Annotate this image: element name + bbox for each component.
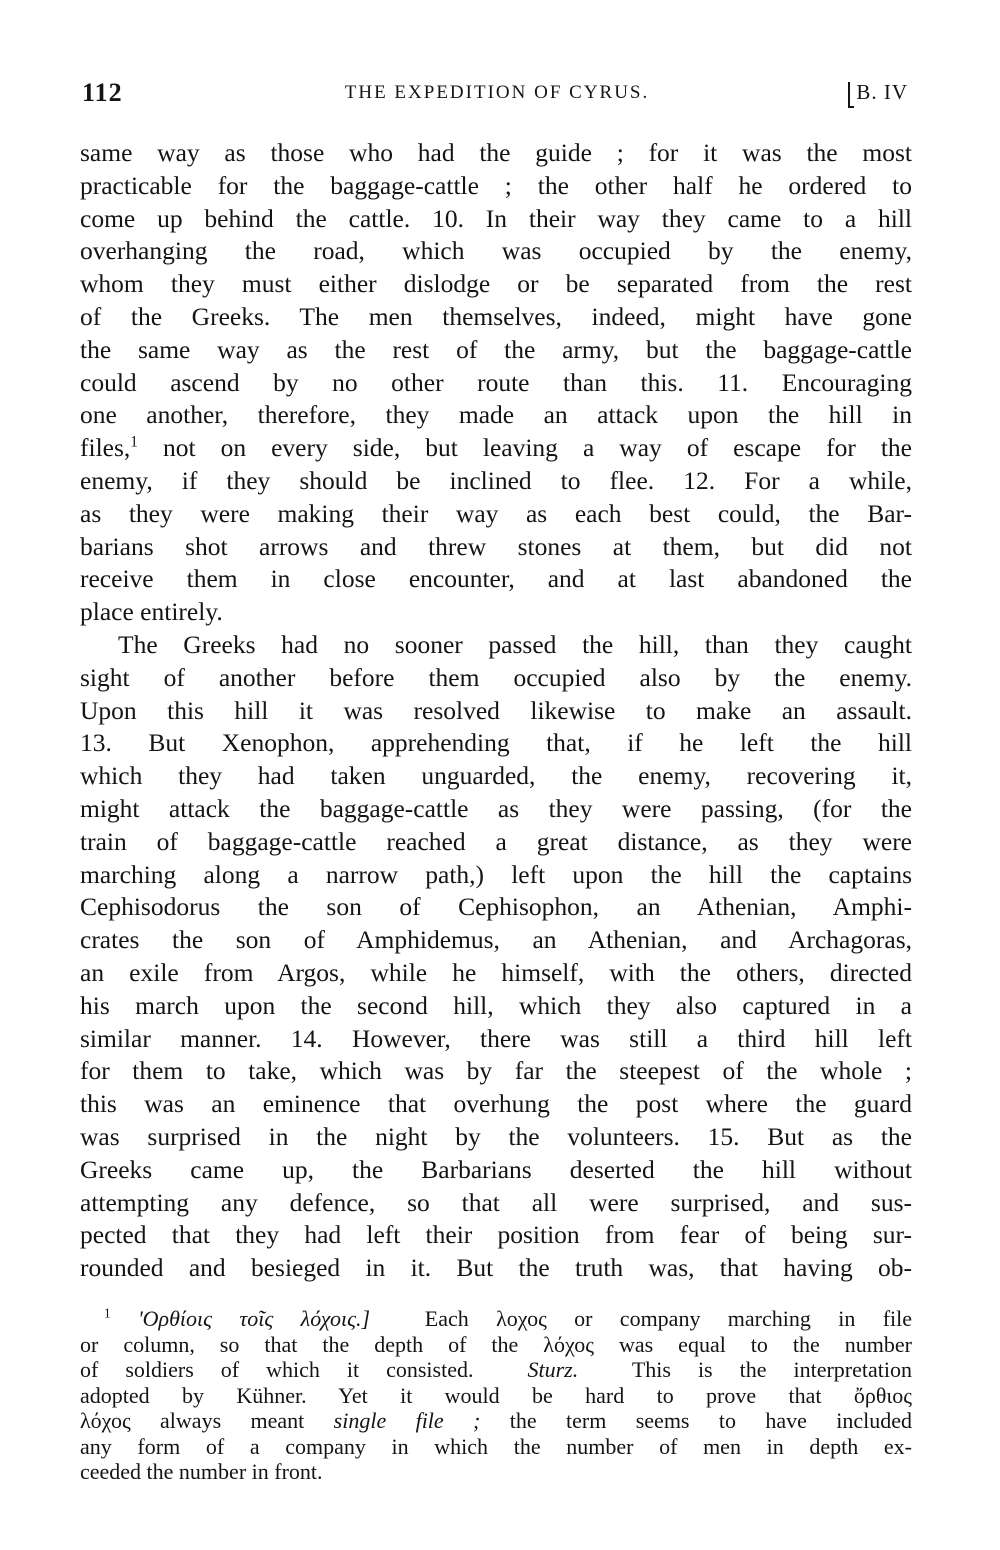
text-fragment: not on every side, but leaving a way of escape for the xyxy=(137,433,912,463)
text-line: similar manner. 14. However, there was still a third hill left xyxy=(80,1023,912,1053)
text-line: receive them in close encounter, and at last abandoned the xyxy=(80,564,912,594)
text-line: come up behind the cattle. 10. In their way they came to a hill xyxy=(80,203,912,233)
text-line: for them to take, which was by far the steepest of the whole ; xyxy=(80,1056,912,1086)
footnote-text: This is the interpretation xyxy=(631,1357,912,1382)
text-line: might attack the baggage-cattle as they were passing, (for the xyxy=(80,793,912,823)
text-line: an exile from Argos, while he himself, with the others, directed xyxy=(80,957,912,987)
text-line: the same way as the rest of the army, but the baggage-cattle xyxy=(80,334,912,364)
text-line: which they had taken unguarded, the enemy, recovering it, xyxy=(80,761,912,791)
footnote-line: any form of a company in which the number of men in depth ex- xyxy=(80,1433,912,1459)
footnote-lemma: 'Ορθίοις τοῖς λόχοις.] xyxy=(137,1306,371,1331)
text-line: this was an eminence that overhung the post where the guard xyxy=(80,1089,912,1119)
footnote-text: of soldiers of which it consisted. xyxy=(80,1357,474,1382)
footnotes xyxy=(80,1306,912,1485)
footnote-text: λόχος always meant xyxy=(80,1408,305,1433)
footnote-first-line xyxy=(80,1306,912,1332)
footnote-text: the term seems to have included xyxy=(509,1408,913,1433)
running-title: THE EXPEDITION OF CYRUS. xyxy=(344,82,650,103)
text-line: barians shot arrows and threw stones at them, but did not xyxy=(80,531,912,561)
text-line: enemy, if they should be inclined to flee. 12. For a while, xyxy=(80,465,912,495)
text-line: marching along a narrow path,) left upon the hill the captains xyxy=(80,859,912,889)
text-line: sight of another before them occupied also by the enemy. xyxy=(80,662,912,692)
text-line: of the Greeks. The men themselves, indeed, might have gone xyxy=(80,301,912,331)
page-header xyxy=(82,78,912,114)
text-line: 13. But Xenophon, apprehending that, if he left the hill xyxy=(80,728,912,758)
text-line: could ascend by no other route than this. 11. Encouraging xyxy=(80,367,912,397)
footnote-line xyxy=(80,1408,912,1434)
page-number: 112 xyxy=(82,78,123,107)
footnote-line: adopted by Kühner. Yet it would be hard to prove that ὄρθιος xyxy=(80,1382,912,1408)
text-line: Cephisodorus the son of Cephisophon, an Athenian, Amphi- xyxy=(80,892,912,922)
text-line: attempting any defence, so that all were surprised, and sus- xyxy=(80,1187,912,1217)
text-line: his march upon the second hill, which they also captured in a xyxy=(80,990,912,1020)
text-line: as they were making their way as each best could, the Bar- xyxy=(80,498,912,528)
text-line: one another, therefore, they made an attack upon the hill in xyxy=(80,400,912,430)
text-line: whom they must either dislodge or be separated from the rest xyxy=(80,269,912,299)
footnote-line xyxy=(80,1357,912,1383)
paragraph-start-line: The Greeks had no sooner passed the hill, than they caught xyxy=(118,629,912,659)
text-line: rounded and besieged in it. But the truth was, that having ob- xyxy=(80,1253,912,1283)
text-line: place entirely. xyxy=(80,597,223,627)
footnote-text: Each λοχος or company marching in file xyxy=(424,1306,913,1331)
text-line: Greeks came up, the Barbarians deserted the hill without xyxy=(80,1154,912,1184)
text-line: pected that they had left their position from fear of being sur- xyxy=(80,1220,912,1250)
footnote-citation: Sturz. xyxy=(527,1357,579,1382)
text-line: practicable for the baggage-cattle ; the other half he ordered to xyxy=(80,170,912,200)
footnote-reference[interactable]: 1 xyxy=(130,433,138,451)
main-text xyxy=(80,137,912,1285)
footnote-emphasis: single file ; xyxy=(333,1408,481,1433)
text-fragment: files, xyxy=(80,433,131,463)
footnote-marker: 1 xyxy=(104,1305,111,1321)
text-line: crates the son of Amphidemus, an Athenian, and Archagoras, xyxy=(80,925,912,955)
text-line: same way as those who had the guide ; for it was the most xyxy=(80,138,912,167)
text-line: was surprised in the night by the volunteers. 15. But as the xyxy=(80,1121,912,1151)
footnote-line: or column, so that the depth of the λόχος was equal to the number xyxy=(80,1331,912,1357)
text-line-with-footnote-ref xyxy=(80,432,912,465)
text-line: train of baggage-cattle reached a great distance, as they were xyxy=(80,826,912,856)
footnote-line: ceeded the number in front. xyxy=(80,1459,323,1484)
book-reference: B. IV xyxy=(856,80,908,104)
text-line: Upon this hill it was resolved likewise to make an assault. xyxy=(80,695,912,725)
text-line: overhanging the road, which was occupied by the enemy, xyxy=(80,236,912,266)
